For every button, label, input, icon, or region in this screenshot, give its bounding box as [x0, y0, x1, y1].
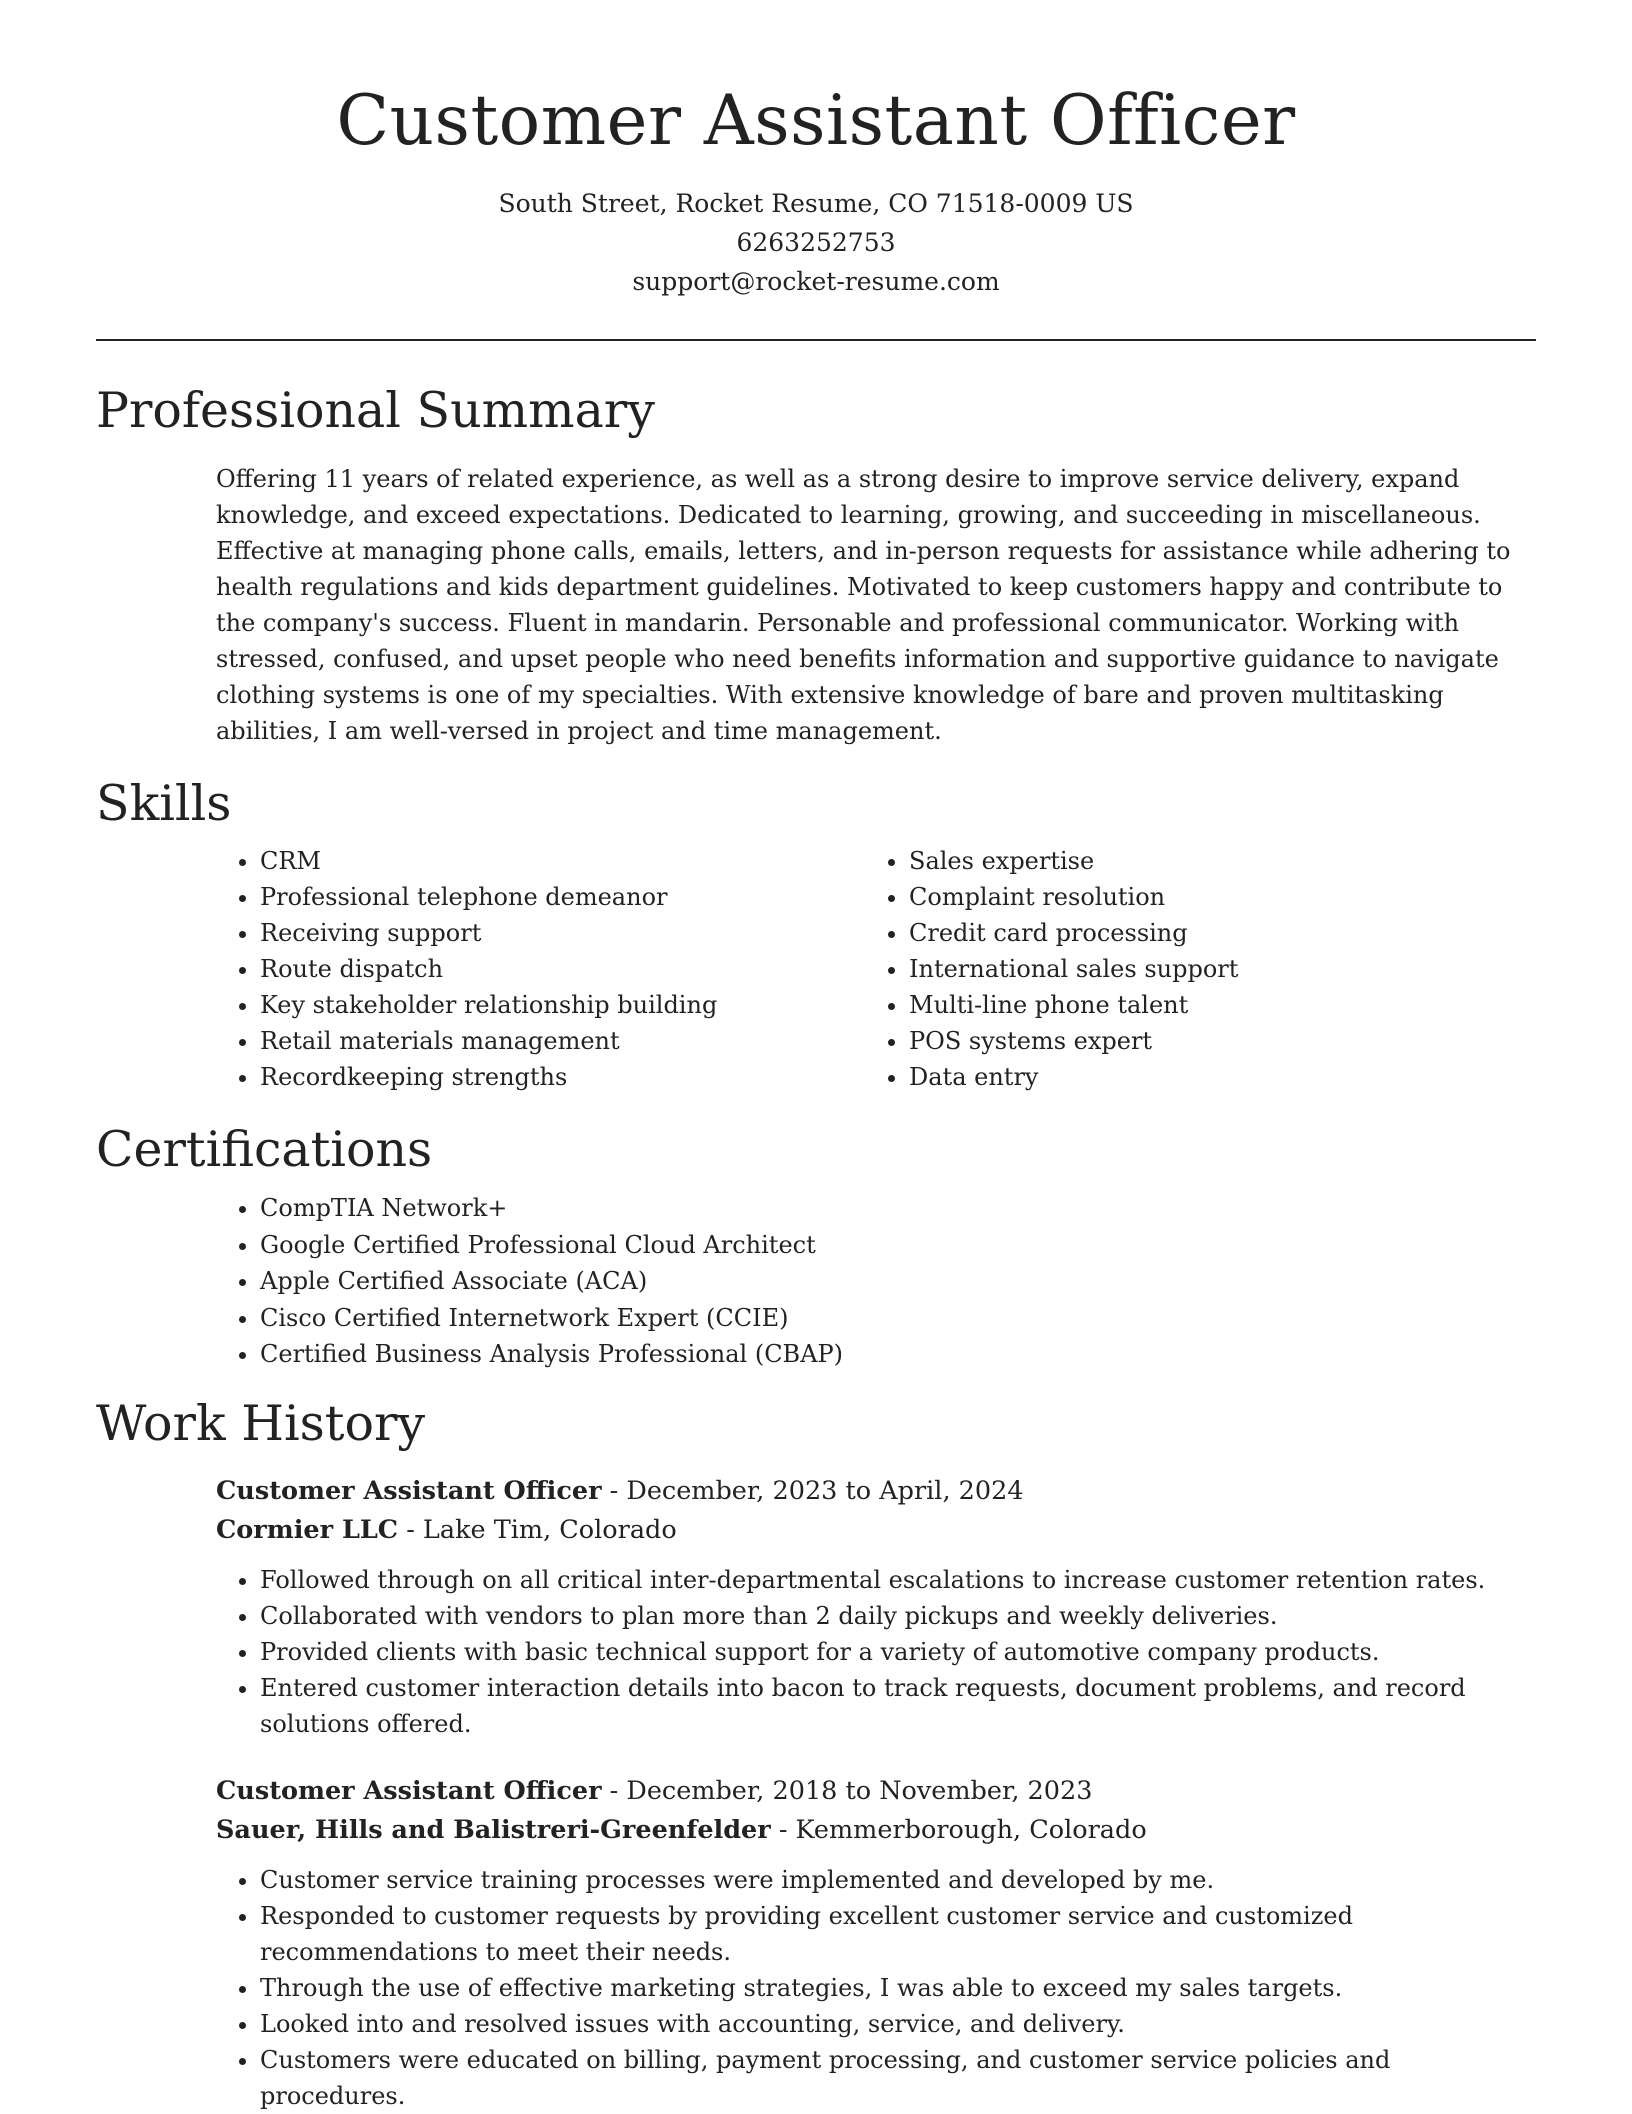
- certification-item: • Apple Certified Associate (ACA): [260, 1263, 1536, 1300]
- skill-item: • Credit card processing: [909, 915, 1609, 951]
- certification-item: • CompTIA Network+: [260, 1190, 1536, 1227]
- skills-heading: Skills: [96, 774, 232, 832]
- certifications-list: [216, 1190, 1536, 1373]
- job-location: - Lake Tim, Colorado: [398, 1514, 677, 1545]
- skill-item: • Key stakeholder relationship building: [260, 987, 865, 1023]
- job-duty: • Collaborated with vendors to plan more than 2 daily pickups and weekly deliveries.: [260, 1598, 1536, 1634]
- certification-item: • Google Certified Professional Cloud Architect: [260, 1227, 1536, 1264]
- skill-item: • Retail materials management: [260, 1023, 865, 1059]
- skill-item: • Route dispatch: [260, 951, 865, 987]
- job-role: Customer Assistant Officer: [216, 1775, 602, 1806]
- address: South Street, Rocket Resume, CO 71518-0009 US: [498, 188, 1134, 218]
- skill-item: • Professional telephone demeanor: [260, 879, 865, 915]
- job-duty: • Provided clients with basic technical support for a variety of automotive company products.: [260, 1634, 1536, 1670]
- job-dates: - December, 2023 to April, 2024: [601, 1475, 1024, 1506]
- certification-item: • Certified Business Analysis Professional (CBAP): [260, 1336, 1536, 1373]
- job-entry: [216, 1472, 1536, 1742]
- skill-item: • Complaint resolution: [909, 879, 1609, 915]
- certification-item: • Cisco Certified Internetwork Expert (CCIE): [260, 1300, 1536, 1337]
- phone: 6263252753: [736, 227, 896, 257]
- job-duty: • Customer service training processes were implemented and developed by me.: [260, 1862, 1536, 1898]
- job-duties: [216, 1862, 1536, 2114]
- resume-header: [0, 0, 1632, 301]
- certifications-heading: Certifications: [96, 1121, 433, 1179]
- job-company-line: [216, 1811, 1536, 1850]
- skill-item: • Sales expertise: [909, 843, 1609, 879]
- job-duties: [216, 1562, 1536, 1742]
- skill-item: • Multi-line phone talent: [909, 987, 1609, 1023]
- job-company: Cormier LLC: [216, 1514, 399, 1545]
- skills-column-2: [865, 843, 1609, 1095]
- job-dates: - December, 2018 to November, 2023: [601, 1775, 1093, 1806]
- skill-item: • Data entry: [909, 1059, 1609, 1095]
- job-role: Customer Assistant Officer: [216, 1475, 602, 1506]
- skill-item: • Receiving support: [260, 915, 865, 951]
- job-duty: • Customers were educated on billing, payment processing, and customer service policies and procedures.: [260, 2042, 1536, 2114]
- header-divider: [96, 339, 1536, 341]
- job-duty: • Looked into and resolved issues with accounting, service, and delivery.: [260, 2006, 1536, 2042]
- job-duty: • Through the use of effective marketing strategies, I was able to exceed my sales targets.: [260, 1970, 1536, 2006]
- job-entry: [216, 1772, 1536, 2114]
- job-location: - Kemmerborough, Colorado: [770, 1814, 1147, 1845]
- job-company: Sauer, Hills and Balistreri-Greenfelder: [216, 1814, 771, 1845]
- skill-item: • CRM: [260, 843, 865, 879]
- skills-list: [216, 843, 1632, 1095]
- summary-text: Offering 11 years of related experience, as well as a strong desire to improve service delivery, expand knowledge, and exceed expectations. Dedicated to learning, growing, and succeeding in miscellaneous. Effective at managing phone calls, emails, letters, and in-person requests for assistance while adhering to health regulations and kids department guidelines. Motivated to keep customers happy and contribute to the company's success. Fluent in mandarin. Personable and professional communicator. Working with stressed, confused, and upset people who need benefits information and supportive guidance to navigate clothing systems is one of my specialties. With extensive knowledge of bare and proven multitasking abilities, I am well-versed in project and time management.: [216, 464, 1511, 745]
- summary-heading: Professional Summary: [96, 381, 655, 439]
- candidate-name: Customer Assistant Officer: [336, 81, 1296, 161]
- skill-item: • International sales support: [909, 951, 1609, 987]
- skills-column-1: [216, 843, 865, 1095]
- job-title-line: [216, 1772, 1536, 1811]
- work-history-heading: Work History: [96, 1394, 426, 1452]
- email: support@rocket-resume.com: [632, 266, 1000, 296]
- skill-item: • POS systems expert: [909, 1023, 1609, 1059]
- job-duty: • Entered customer interaction details into bacon to track requests, document problems, and record solutions offered.: [260, 1670, 1536, 1742]
- skill-item: • Recordkeeping strengths: [260, 1059, 865, 1095]
- job-title-line: [216, 1472, 1536, 1511]
- job-duty: • Followed through on all critical inter-departmental escalations to increase customer retention rates.: [260, 1562, 1536, 1598]
- job-company-line: [216, 1511, 1536, 1550]
- job-duty: • Responded to customer requests by providing excellent customer service and customized recommendations to meet their needs.: [260, 1898, 1536, 1970]
- contact-info: [0, 184, 1632, 301]
